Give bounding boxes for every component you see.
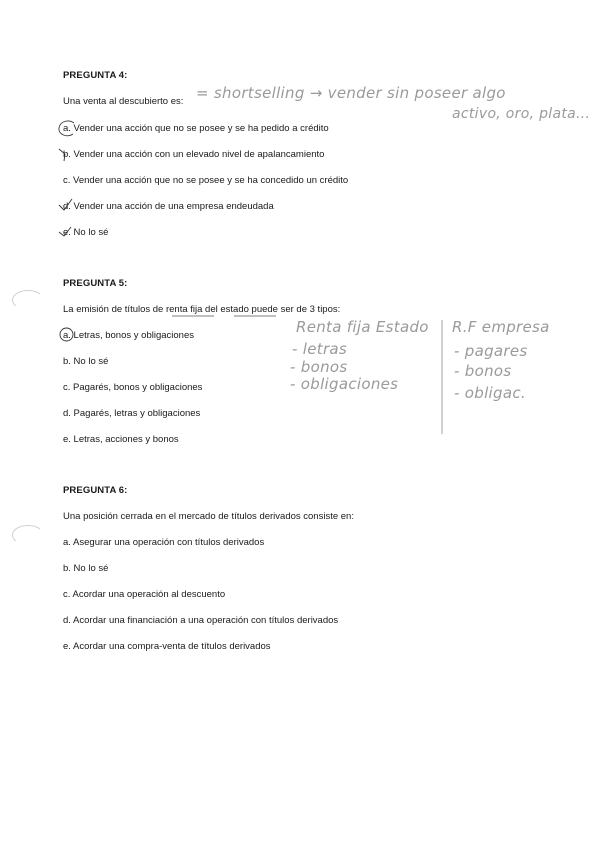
handwritten-note: R.F empresa xyxy=(452,318,550,336)
question-title: PREGUNTA 4: xyxy=(63,70,128,81)
option-a[interactable]: a. Letras, bonos y obligaciones xyxy=(63,330,194,341)
option-c[interactable]: c. Pagarés, bonos y obligaciones xyxy=(63,382,203,393)
punch-hole-mark xyxy=(12,525,44,545)
handwritten-note: - obligac. xyxy=(454,384,526,402)
option-c[interactable]: c. Vender una acción que no se posee y se ha concedido un crédito xyxy=(63,175,349,186)
option-a[interactable]: a. Vender una acción que no se posee y se ha pedido a crédito xyxy=(63,123,329,134)
option-a[interactable]: a. Asegurar una operación con títulos derivados xyxy=(63,537,265,548)
question-stem: La emisión de títulos de renta fija del estado puede ser de 3 tipos: xyxy=(63,304,341,315)
handwritten-note: - bonos xyxy=(290,358,348,376)
option-c[interactable]: c. Acordar una operación al descuento xyxy=(63,589,226,600)
question-title: PREGUNTA 5: xyxy=(63,278,128,289)
option-d[interactable]: d. Pagarés, letras y obligaciones xyxy=(63,408,201,419)
option-e[interactable]: e. No lo sé xyxy=(63,227,109,238)
handwritten-note: - obligaciones xyxy=(290,375,399,393)
punch-hole-mark xyxy=(12,290,44,310)
option-b[interactable]: b. No lo sé xyxy=(63,563,109,574)
option-e[interactable]: e. Acordar una compra-venta de títulos derivados xyxy=(63,641,271,652)
question-stem: Una venta al descubierto es: xyxy=(63,96,184,107)
handwritten-note: activo, oro, plata... xyxy=(452,106,591,122)
option-b[interactable]: b. Vender una acción con un elevado nivel de apalancamiento xyxy=(63,149,325,160)
option-b[interactable]: b. No lo sé xyxy=(63,356,109,367)
pen-divider-line xyxy=(438,318,446,436)
handwritten-note: - pagares xyxy=(454,342,528,360)
option-e[interactable]: e. Letras, acciones y bonos xyxy=(63,434,179,445)
option-d[interactable]: d. Acordar una financiación a una operación con títulos derivados xyxy=(63,615,339,626)
handwritten-note: - letras xyxy=(292,340,348,358)
question-stem: Una posición cerrada en el mercado de títulos derivados consiste en: xyxy=(63,511,354,522)
question-title: PREGUNTA 6: xyxy=(63,485,128,496)
handwritten-note: - bonos xyxy=(454,362,512,380)
handwritten-note: Renta fija Estado xyxy=(296,318,429,336)
handwritten-note: = shortselling → vender sin poseer algo xyxy=(196,84,506,102)
option-d[interactable]: d. Vender una acción de una empresa endeudada xyxy=(63,201,274,212)
